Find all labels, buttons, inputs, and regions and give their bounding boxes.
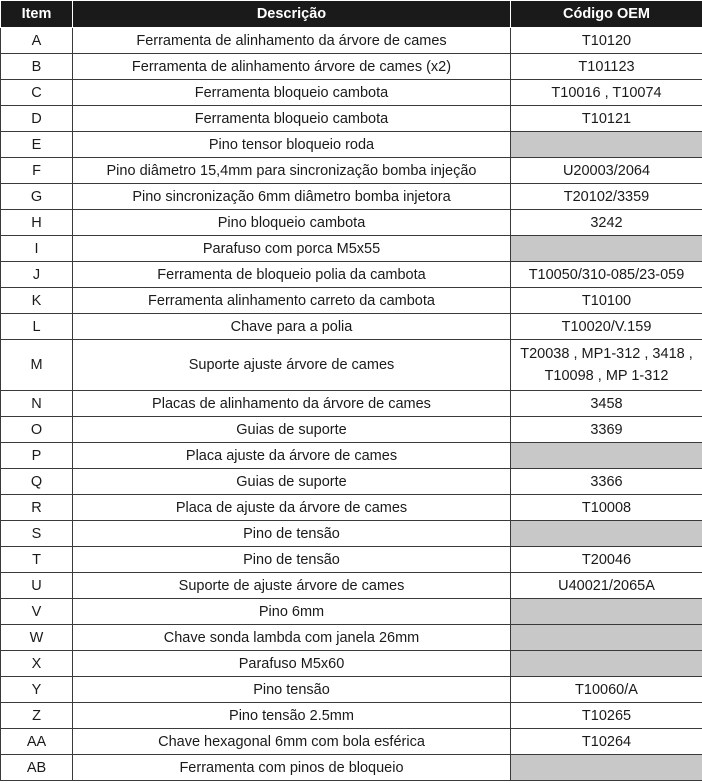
cell-item: P [1, 443, 73, 469]
table-row [1, 521, 702, 547]
cell-item: J [1, 262, 73, 288]
cell-code: T10060/A [511, 677, 702, 703]
cell-description: Pino tensor bloqueio roda [73, 132, 511, 158]
table-row [1, 651, 702, 677]
table-row [1, 262, 702, 288]
cell-item: Q [1, 469, 73, 495]
table-header [1, 1, 702, 28]
cell-code [511, 599, 702, 625]
cell-code: T10020/V.159 [511, 314, 702, 340]
table-row [1, 314, 702, 340]
cell-item: N [1, 391, 73, 417]
cell-code [511, 236, 702, 262]
cell-description: Parafuso com porca M5x55 [73, 236, 511, 262]
cell-description: Pino diâmetro 15,4mm para sincronização bomba injeção [73, 158, 511, 184]
table-row [1, 547, 702, 573]
cell-item: K [1, 288, 73, 314]
cell-description: Chave para a polia [73, 314, 511, 340]
cell-description: Chave sonda lambda com janela 26mm [73, 625, 511, 651]
cell-item: Y [1, 677, 73, 703]
cell-item: F [1, 158, 73, 184]
cell-description: Placa de ajuste da árvore de cames [73, 495, 511, 521]
header-code: Código OEM [511, 1, 702, 28]
cell-code: T10050/310-085/23-059 [511, 262, 702, 288]
table-row [1, 443, 702, 469]
cell-item: S [1, 521, 73, 547]
cell-item: X [1, 651, 73, 677]
table-row [1, 599, 702, 625]
table-row [1, 677, 702, 703]
table-row [1, 729, 702, 755]
cell-description: Ferramenta de alinhamento da árvore de cames [73, 28, 511, 54]
cell-code: T10265 [511, 703, 702, 729]
cell-code [511, 521, 702, 547]
cell-description: Placa ajuste da árvore de cames [73, 443, 511, 469]
cell-item: M [1, 340, 73, 391]
cell-item: G [1, 184, 73, 210]
cell-description: Pino de tensão [73, 521, 511, 547]
table-row [1, 80, 702, 106]
cell-description: Pino de tensão [73, 547, 511, 573]
cell-item: V [1, 599, 73, 625]
cell-code: 3369 [511, 417, 702, 443]
cell-item: H [1, 210, 73, 236]
cell-code: T10121 [511, 106, 702, 132]
cell-item: AA [1, 729, 73, 755]
cell-code: T20038 , MP1-312 , 3418 , T10098 , MP 1-312 [511, 340, 702, 391]
cell-code: T101123 [511, 54, 702, 80]
cell-description: Suporte ajuste árvore de cames [73, 340, 511, 391]
table-row [1, 132, 702, 158]
table-row [1, 288, 702, 314]
cell-description: Ferramenta bloqueio cambota [73, 106, 511, 132]
cell-code: T20046 [511, 547, 702, 573]
header-description: Descrição [73, 1, 511, 28]
cell-description: Pino sincronização 6mm diâmetro bomba injetora [73, 184, 511, 210]
cell-description: Pino tensão 2.5mm [73, 703, 511, 729]
table-row [1, 573, 702, 599]
cell-item: A [1, 28, 73, 54]
cell-code: T10008 [511, 495, 702, 521]
cell-description: Chave hexagonal 6mm com bola esférica [73, 729, 511, 755]
cell-description: Suporte de ajuste árvore de cames [73, 573, 511, 599]
cell-item: I [1, 236, 73, 262]
cell-description: Ferramenta com pinos de bloqueio [73, 755, 511, 781]
table-row [1, 236, 702, 262]
cell-code: T20102/3359 [511, 184, 702, 210]
table-body [1, 28, 702, 781]
table-row [1, 54, 702, 80]
cell-code: T10120 [511, 28, 702, 54]
cell-code: 3242 [511, 210, 702, 236]
cell-code: U20003/2064 [511, 158, 702, 184]
header-row [1, 1, 702, 28]
cell-description: Pino 6mm [73, 599, 511, 625]
table-row [1, 28, 702, 54]
cell-description: Guias de suporte [73, 417, 511, 443]
cell-description: Placas de alinhamento da árvore de cames [73, 391, 511, 417]
cell-code: U40021/2065A [511, 573, 702, 599]
table-row [1, 158, 702, 184]
table-row [1, 469, 702, 495]
cell-code: T10016 , T10074 [511, 80, 702, 106]
cell-item: O [1, 417, 73, 443]
cell-item: U [1, 573, 73, 599]
header-item: Item [1, 1, 73, 28]
cell-code: T10264 [511, 729, 702, 755]
cell-description: Ferramenta bloqueio cambota [73, 80, 511, 106]
cell-item: R [1, 495, 73, 521]
cell-item: W [1, 625, 73, 651]
table-row [1, 210, 702, 236]
table-row [1, 755, 702, 781]
cell-description: Guias de suporte [73, 469, 511, 495]
cell-code [511, 443, 702, 469]
cell-code [511, 625, 702, 651]
cell-description: Ferramenta alinhamento carreto da cambota [73, 288, 511, 314]
cell-code: 3458 [511, 391, 702, 417]
table-row [1, 391, 702, 417]
cell-description: Parafuso M5x60 [73, 651, 511, 677]
table-row [1, 184, 702, 210]
cell-item: C [1, 80, 73, 106]
cell-item: AB [1, 755, 73, 781]
cell-code: 3366 [511, 469, 702, 495]
table-row [1, 106, 702, 132]
table-row [1, 417, 702, 443]
table-row [1, 625, 702, 651]
cell-item: D [1, 106, 73, 132]
cell-code: T10100 [511, 288, 702, 314]
cell-code [511, 651, 702, 677]
cell-item: B [1, 54, 73, 80]
cell-code [511, 755, 702, 781]
cell-item: T [1, 547, 73, 573]
cell-description: Ferramenta de alinhamento árvore de cames (x2) [73, 54, 511, 80]
cell-item: L [1, 314, 73, 340]
table-row [1, 495, 702, 521]
table-row [1, 703, 702, 729]
cell-description: Ferramenta de bloqueio polia da cambota [73, 262, 511, 288]
table-row [1, 340, 702, 391]
cell-code [511, 132, 702, 158]
cell-description: Pino bloqueio cambota [73, 210, 511, 236]
cell-description: Pino tensão [73, 677, 511, 703]
cell-item: Z [1, 703, 73, 729]
cell-item: E [1, 132, 73, 158]
